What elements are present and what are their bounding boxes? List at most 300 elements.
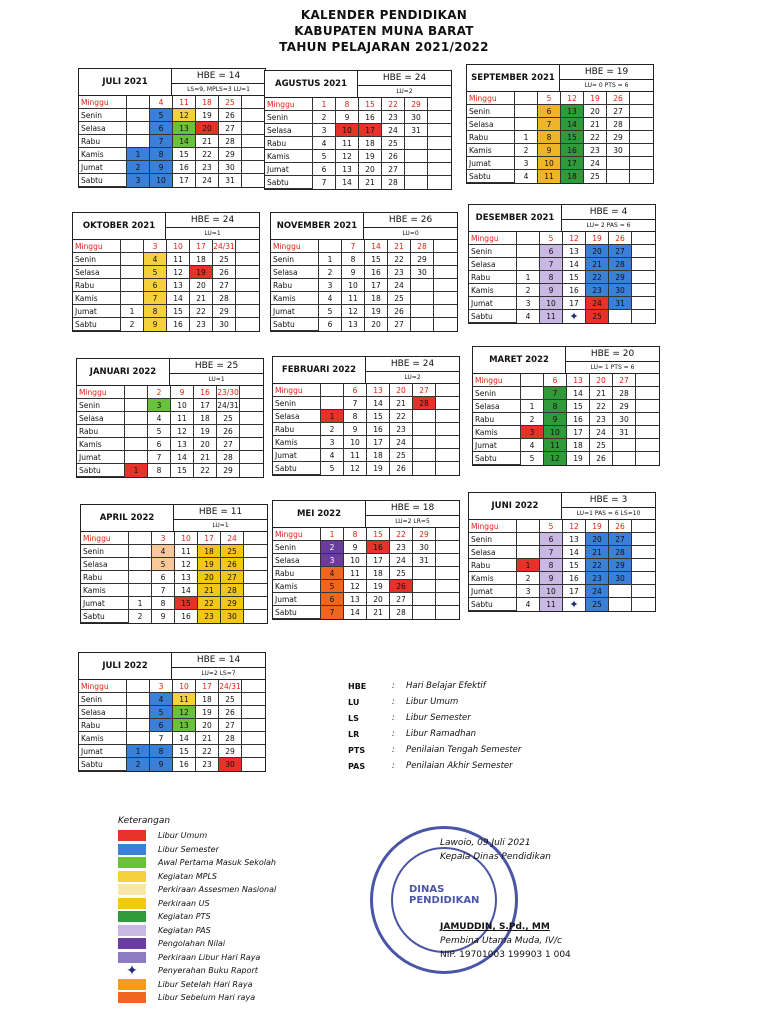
date-cell bbox=[236, 279, 259, 292]
date-cell: 29 bbox=[219, 148, 242, 161]
date-cell: 2 bbox=[313, 111, 336, 124]
date-cell: 28 bbox=[411, 240, 434, 253]
date-cell bbox=[125, 412, 148, 425]
date-cell: 24 bbox=[382, 124, 405, 137]
weekday-label: Jumat bbox=[469, 585, 517, 598]
weekday-label: Jumat bbox=[467, 157, 515, 170]
date-cell: 8 bbox=[152, 597, 175, 610]
weekday-label: Rabu bbox=[469, 559, 517, 572]
date-cell: 24 bbox=[586, 585, 609, 598]
date-cell: 6 bbox=[148, 438, 171, 451]
date-cell: 8 bbox=[344, 528, 367, 541]
date-cell: 9 bbox=[544, 413, 567, 426]
weekday-label: Selasa bbox=[273, 554, 321, 567]
date-cell bbox=[405, 150, 428, 163]
date-cell bbox=[613, 439, 636, 452]
weekday-label: Sabtu bbox=[77, 464, 125, 477]
date-cell: 21 bbox=[196, 135, 219, 148]
date-cell bbox=[127, 135, 150, 148]
month-name: NOVEMBER 2021 bbox=[271, 213, 364, 239]
date-cell: 8 bbox=[538, 131, 561, 144]
date-cell: 20 bbox=[584, 105, 607, 118]
date-cell: 28 bbox=[607, 118, 630, 131]
date-cell: 13 bbox=[563, 533, 586, 546]
hbe-count: HBE = 19 bbox=[560, 65, 653, 80]
day-grid bbox=[79, 96, 265, 187]
date-cell bbox=[436, 528, 459, 541]
date-cell: 14 bbox=[563, 546, 586, 559]
date-cell bbox=[630, 144, 653, 157]
date-cell: 19 bbox=[584, 92, 607, 105]
date-cell: 13 bbox=[344, 593, 367, 606]
date-cell bbox=[428, 176, 451, 189]
date-cell: 31 bbox=[609, 297, 632, 310]
date-cell: 10 bbox=[538, 157, 561, 170]
date-cell: 8 bbox=[540, 559, 563, 572]
date-cell bbox=[434, 318, 457, 331]
weekday-label: Sabtu bbox=[79, 174, 127, 187]
date-cell bbox=[242, 732, 265, 745]
date-cell: 15 bbox=[567, 400, 590, 413]
hbe-count: HBE = 26 bbox=[364, 213, 457, 228]
date-cell: 5 bbox=[321, 580, 344, 593]
date-cell bbox=[436, 423, 459, 436]
date-cell: 25 bbox=[584, 170, 607, 183]
signature-name: JAMUDDIN, S.Pd., MM bbox=[440, 922, 550, 932]
date-cell bbox=[240, 399, 263, 412]
date-cell: 10 bbox=[336, 124, 359, 137]
date-cell: 12 bbox=[544, 452, 567, 465]
date-cell: 5 bbox=[150, 109, 173, 122]
date-cell: 2 bbox=[321, 423, 344, 436]
date-cell bbox=[125, 425, 148, 438]
date-cell bbox=[127, 109, 150, 122]
weekday-label: Sabtu bbox=[473, 452, 521, 465]
hbe-count: HBE = 25 bbox=[170, 359, 263, 374]
date-cell: ✦ bbox=[563, 310, 586, 323]
date-cell: 27 bbox=[219, 719, 242, 732]
signature-nip: NIP. 19701003 199903 1 004 bbox=[440, 950, 571, 960]
date-cell bbox=[632, 245, 655, 258]
date-cell bbox=[632, 533, 655, 546]
date-cell: 21 bbox=[196, 732, 219, 745]
abbrev-row bbox=[348, 726, 521, 742]
month-header bbox=[473, 347, 659, 374]
date-cell bbox=[636, 452, 659, 465]
day-grid bbox=[77, 386, 263, 477]
date-cell: 10 bbox=[544, 426, 567, 439]
date-cell: 22 bbox=[196, 148, 219, 161]
date-cell bbox=[127, 693, 150, 706]
date-cell: 3 bbox=[144, 240, 167, 253]
weekday-label: Selasa bbox=[273, 410, 321, 423]
date-cell: 14 bbox=[173, 135, 196, 148]
weekday-label: Kamis bbox=[79, 148, 127, 161]
date-cell bbox=[236, 266, 259, 279]
date-cell: 12 bbox=[344, 462, 367, 475]
date-cell: 27 bbox=[413, 384, 436, 397]
legend-item bbox=[118, 843, 276, 857]
date-cell: 18 bbox=[190, 253, 213, 266]
abbrev-label: Libur Semester bbox=[406, 713, 471, 723]
date-cell bbox=[632, 520, 655, 533]
legend-item bbox=[118, 964, 276, 978]
date-cell: 28 bbox=[413, 397, 436, 410]
date-cell bbox=[244, 545, 267, 558]
date-cell bbox=[515, 118, 538, 131]
abbrev-colon: : bbox=[392, 761, 395, 771]
weekday-label: Minggu bbox=[77, 386, 125, 399]
date-cell: 18 bbox=[196, 96, 219, 109]
date-cell: 22 bbox=[198, 597, 221, 610]
date-cell: 3 bbox=[152, 532, 175, 545]
date-cell: 23 bbox=[584, 144, 607, 157]
date-cell: 14 bbox=[561, 118, 584, 131]
month-calendar bbox=[80, 504, 268, 624]
month-note: LU=1 PAS = 6 LS=10 bbox=[576, 510, 641, 517]
date-cell: 20 bbox=[390, 384, 413, 397]
date-cell bbox=[242, 109, 265, 122]
date-cell bbox=[411, 318, 434, 331]
date-cell: 17 bbox=[173, 174, 196, 187]
date-cell: 13 bbox=[567, 374, 590, 387]
abbrev-colon: : bbox=[392, 681, 395, 691]
date-cell: 2 bbox=[319, 266, 342, 279]
date-cell bbox=[632, 258, 655, 271]
date-cell bbox=[630, 170, 653, 183]
date-cell bbox=[411, 305, 434, 318]
date-cell bbox=[515, 105, 538, 118]
date-cell: 5 bbox=[538, 92, 561, 105]
date-cell: 24 bbox=[586, 297, 609, 310]
date-cell: 6 bbox=[344, 384, 367, 397]
date-cell: 15 bbox=[171, 464, 194, 477]
date-cell: 9 bbox=[144, 318, 167, 331]
legend-label: Perkiraan Libur Hari Raya bbox=[158, 952, 261, 962]
date-cell: 15 bbox=[175, 597, 198, 610]
weekday-label: Senin bbox=[265, 111, 313, 124]
date-cell: 26 bbox=[390, 580, 413, 593]
month-note: LU=2 LS=7 bbox=[201, 670, 236, 677]
abbrev-colon: : bbox=[392, 713, 395, 723]
date-cell: 8 bbox=[344, 410, 367, 423]
date-cell: 28 bbox=[213, 292, 236, 305]
date-cell: 16 bbox=[367, 423, 390, 436]
date-cell: 7 bbox=[152, 584, 175, 597]
signature-rank: Pembina Utama Muda, IV/c bbox=[440, 936, 563, 946]
legend-label: Pengolahan Nilai bbox=[158, 939, 226, 949]
date-cell bbox=[632, 546, 655, 559]
date-cell bbox=[127, 680, 150, 693]
date-cell bbox=[405, 163, 428, 176]
day-grid bbox=[273, 384, 459, 475]
date-cell bbox=[413, 606, 436, 619]
date-cell: 11 bbox=[342, 292, 365, 305]
date-cell: 3 bbox=[150, 680, 173, 693]
date-cell bbox=[121, 240, 144, 253]
date-cell bbox=[413, 449, 436, 462]
date-cell: 19 bbox=[198, 558, 221, 571]
date-cell: 16 bbox=[561, 144, 584, 157]
date-cell bbox=[632, 585, 655, 598]
date-cell: 16 bbox=[167, 318, 190, 331]
date-cell: 3 bbox=[517, 585, 540, 598]
date-cell: 5 bbox=[540, 520, 563, 533]
abbrev-label: Hari Belajar Efektif bbox=[406, 681, 486, 691]
date-cell: 14 bbox=[171, 451, 194, 464]
weekday-label: Jumat bbox=[79, 161, 127, 174]
date-cell: 3 bbox=[515, 157, 538, 170]
date-cell: 24 bbox=[584, 157, 607, 170]
date-cell: 26 bbox=[217, 425, 240, 438]
date-cell: 8 bbox=[148, 464, 171, 477]
date-cell: 26 bbox=[219, 706, 242, 719]
date-cell: 25 bbox=[217, 412, 240, 425]
date-cell bbox=[436, 541, 459, 554]
date-cell: 7 bbox=[544, 387, 567, 400]
date-cell: 4 bbox=[515, 170, 538, 183]
month-header bbox=[273, 501, 459, 528]
date-cell: 22 bbox=[390, 528, 413, 541]
date-cell: 29 bbox=[411, 253, 434, 266]
date-cell: 17 bbox=[359, 124, 382, 137]
abbrev-row bbox=[348, 710, 521, 726]
date-cell bbox=[632, 284, 655, 297]
legend-swatch bbox=[118, 857, 146, 868]
date-cell bbox=[636, 400, 659, 413]
date-cell: 29 bbox=[213, 305, 236, 318]
date-cell: 6 bbox=[152, 571, 175, 584]
weekday-label: Jumat bbox=[265, 163, 313, 176]
weekday-label: Jumat bbox=[273, 593, 321, 606]
date-cell: 12 bbox=[563, 520, 586, 533]
date-cell: 23 bbox=[388, 266, 411, 279]
date-cell: 30 bbox=[219, 758, 242, 771]
date-cell: 24 bbox=[388, 279, 411, 292]
date-cell bbox=[244, 558, 267, 571]
date-cell: 1 bbox=[125, 464, 148, 477]
date-cell: 15 bbox=[365, 253, 388, 266]
date-cell: 8 bbox=[342, 253, 365, 266]
month-note: LU=2 bbox=[404, 374, 421, 381]
date-cell: 6 bbox=[321, 593, 344, 606]
date-cell bbox=[242, 96, 265, 109]
date-cell: 23 bbox=[196, 161, 219, 174]
month-note: LU= 1 PTS = 6 bbox=[590, 364, 635, 371]
date-cell: 11 bbox=[173, 693, 196, 706]
weekday-label: Senin bbox=[469, 533, 517, 546]
date-cell: 9 bbox=[540, 284, 563, 297]
month-calendar bbox=[472, 346, 660, 466]
date-cell: 6 bbox=[540, 245, 563, 258]
date-cell: 15 bbox=[367, 410, 390, 423]
date-cell: 25 bbox=[219, 96, 242, 109]
date-cell: 30 bbox=[609, 284, 632, 297]
date-cell bbox=[242, 758, 265, 771]
date-cell bbox=[413, 436, 436, 449]
weekday-label: Minggu bbox=[467, 92, 515, 105]
weekday-label: Senin bbox=[473, 387, 521, 400]
date-cell: 1 bbox=[121, 305, 144, 318]
date-cell bbox=[129, 584, 152, 597]
weekday-label: Rabu bbox=[467, 131, 515, 144]
month-calendar bbox=[76, 358, 264, 478]
date-cell bbox=[434, 266, 457, 279]
weekday-label: Kamis bbox=[79, 732, 127, 745]
date-cell: 14 bbox=[567, 387, 590, 400]
date-cell bbox=[129, 558, 152, 571]
star-icon: ✦ bbox=[126, 962, 138, 979]
legend-label: Libur Setelah Hari Raya bbox=[158, 979, 253, 989]
date-cell bbox=[434, 240, 457, 253]
legend-item bbox=[118, 883, 276, 897]
month-header bbox=[265, 71, 451, 98]
date-cell: 25 bbox=[586, 310, 609, 323]
date-cell bbox=[242, 693, 265, 706]
date-cell bbox=[607, 170, 630, 183]
title-line2: KABUPATEN MUNA BARAT bbox=[294, 24, 474, 38]
weekday-label: Rabu bbox=[73, 279, 121, 292]
legend-item bbox=[118, 991, 276, 1005]
month-name: DESEMBER 2021 bbox=[469, 205, 562, 231]
abbrev-label: Libur Ramadhan bbox=[406, 729, 477, 739]
date-cell: 26 bbox=[590, 452, 613, 465]
date-cell bbox=[413, 462, 436, 475]
date-cell bbox=[242, 719, 265, 732]
date-cell: 12 bbox=[336, 150, 359, 163]
date-cell: 2 bbox=[121, 318, 144, 331]
date-cell: 11 bbox=[544, 439, 567, 452]
date-cell: 7 bbox=[540, 258, 563, 271]
signature-block bbox=[440, 838, 571, 964]
date-cell bbox=[636, 374, 659, 387]
date-cell bbox=[129, 532, 152, 545]
date-cell: 19 bbox=[586, 520, 609, 533]
weekday-label: Selasa bbox=[79, 122, 127, 135]
abbrev-row bbox=[348, 694, 521, 710]
date-cell: 25 bbox=[390, 567, 413, 580]
day-grid bbox=[73, 240, 259, 331]
date-cell: 26 bbox=[388, 305, 411, 318]
month-header bbox=[73, 213, 259, 240]
date-cell bbox=[434, 253, 457, 266]
date-cell bbox=[428, 98, 451, 111]
date-cell: 5 bbox=[150, 706, 173, 719]
date-cell: 11 bbox=[540, 310, 563, 323]
legend-label: Libur Semester bbox=[158, 844, 219, 854]
month-note: LS=9, MPLS=3 LU=1 bbox=[187, 86, 250, 93]
day-grid bbox=[469, 520, 655, 611]
month-calendar bbox=[78, 652, 266, 772]
date-cell bbox=[434, 292, 457, 305]
date-cell: 5 bbox=[152, 558, 175, 571]
date-cell: 20 bbox=[365, 318, 388, 331]
date-cell: 13 bbox=[367, 384, 390, 397]
date-cell: 30 bbox=[413, 541, 436, 554]
weekday-label: Senin bbox=[77, 399, 125, 412]
weekday-label: Selasa bbox=[265, 124, 313, 137]
date-cell bbox=[428, 137, 451, 150]
date-cell bbox=[413, 593, 436, 606]
date-cell bbox=[636, 413, 659, 426]
legend-item bbox=[118, 870, 276, 884]
date-cell: 8 bbox=[150, 745, 173, 758]
date-cell: 8 bbox=[544, 400, 567, 413]
legend-item bbox=[118, 910, 276, 924]
date-cell: 22 bbox=[382, 98, 405, 111]
date-cell: 8 bbox=[150, 148, 173, 161]
date-cell: 24/31 bbox=[213, 240, 236, 253]
date-cell: 19 bbox=[359, 150, 382, 163]
date-cell: 4 bbox=[150, 693, 173, 706]
date-cell: 4 bbox=[321, 449, 344, 462]
month-name: APRIL 2022 bbox=[81, 505, 174, 531]
date-cell: 15 bbox=[563, 271, 586, 284]
day-grid bbox=[273, 528, 459, 619]
abbrev-label: Penilaian Tengah Semester bbox=[406, 745, 522, 755]
weekday-label: Minggu bbox=[271, 240, 319, 253]
date-cell: 1 bbox=[321, 528, 344, 541]
date-cell: 15 bbox=[173, 148, 196, 161]
date-cell: 16 bbox=[359, 111, 382, 124]
date-cell: 29 bbox=[219, 745, 242, 758]
date-cell bbox=[521, 374, 544, 387]
date-cell: 15 bbox=[167, 305, 190, 318]
date-cell: 30 bbox=[221, 610, 244, 623]
date-cell: 22 bbox=[194, 464, 217, 477]
date-cell bbox=[242, 706, 265, 719]
date-cell bbox=[236, 240, 259, 253]
date-cell: 13 bbox=[171, 438, 194, 451]
date-cell bbox=[244, 597, 267, 610]
date-cell: 22 bbox=[196, 745, 219, 758]
weekday-label: Kamis bbox=[469, 284, 517, 297]
month-note: LU=2 LR=5 bbox=[395, 518, 430, 525]
title-line1: KALENDER PENDIDIKAN bbox=[300, 8, 468, 22]
day-grid bbox=[473, 374, 659, 465]
date-cell: 2 bbox=[515, 144, 538, 157]
date-cell: 26 bbox=[221, 558, 244, 571]
weekday-label: Minggu bbox=[273, 384, 321, 397]
date-cell: 7 bbox=[321, 606, 344, 619]
date-cell: 4 bbox=[517, 598, 540, 611]
date-cell: 2 bbox=[517, 284, 540, 297]
date-cell: 27 bbox=[607, 105, 630, 118]
date-cell: 27 bbox=[390, 593, 413, 606]
weekday-label: Sabtu bbox=[469, 310, 517, 323]
date-cell: 5 bbox=[144, 266, 167, 279]
date-cell: 7 bbox=[344, 397, 367, 410]
date-cell: 5 bbox=[313, 150, 336, 163]
date-cell: 18 bbox=[365, 292, 388, 305]
date-cell bbox=[127, 719, 150, 732]
date-cell: 9 bbox=[150, 758, 173, 771]
date-cell bbox=[436, 410, 459, 423]
date-cell: 8 bbox=[336, 98, 359, 111]
weekday-label: Kamis bbox=[271, 292, 319, 305]
date-cell: 10 bbox=[344, 436, 367, 449]
month-header bbox=[469, 205, 655, 232]
weekday-label: Kamis bbox=[273, 436, 321, 449]
weekday-label: Jumat bbox=[271, 305, 319, 318]
month-note: LU=2 bbox=[396, 88, 413, 95]
date-cell: 6 bbox=[544, 374, 567, 387]
date-cell bbox=[632, 271, 655, 284]
month-calendar bbox=[264, 70, 452, 190]
date-cell bbox=[236, 292, 259, 305]
day-grid bbox=[271, 240, 457, 331]
date-cell: 11 bbox=[175, 545, 198, 558]
